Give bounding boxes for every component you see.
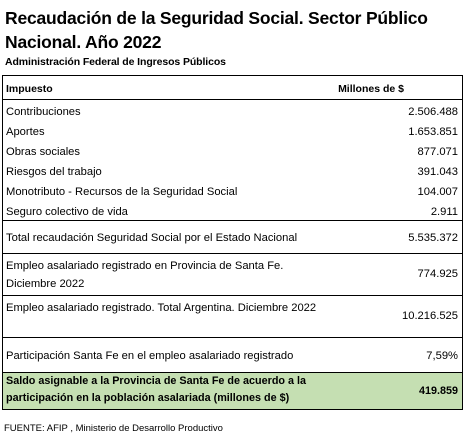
- table-row: [3, 102, 462, 122]
- row-label: Obras sociales: [6, 146, 80, 158]
- table-row: [3, 162, 462, 182]
- empleo-total-value: 10.216.525: [402, 310, 458, 322]
- saldo-label: Saldo asignable a la Provincia de Santa Fe de acuerdo a la participación en la población asalariada (millones de $): [6, 375, 307, 404]
- row-label: Aportes: [6, 126, 45, 138]
- table-header: [3, 76, 462, 100]
- empleo-total-label: Empleo asalariado registrado. Total Argentina. Diciembre 2022: [6, 302, 317, 314]
- page-title: Recaudación de la Seguridad Social. Sector Público Nacional. Año 2022: [5, 8, 428, 52]
- total-value: 5.535.372: [408, 232, 458, 244]
- table-row: [3, 202, 462, 221]
- participacion-label: Participación Santa Fe en el empleo asalariado registrado: [6, 350, 294, 362]
- empleo-santa-fe-row: [3, 254, 462, 296]
- empleo-santa-fe-label: Empleo asalariado registrado en Provincia de Santa Fe. Diciembre 2022: [6, 260, 284, 290]
- header-impuesto: Impuesto: [6, 83, 53, 95]
- row-label: Monotributo - Recursos de la Seguridad Social: [6, 186, 238, 198]
- row-value: 104.007: [417, 186, 458, 198]
- row-label: Riesgos del trabajo: [6, 166, 102, 178]
- empleo-santa-fe-value: 774.925: [417, 268, 458, 280]
- row-value: 2.506.488: [408, 106, 458, 118]
- total-row: [3, 221, 462, 254]
- saldo-value: 419.859: [418, 385, 458, 397]
- data-table: [2, 75, 463, 410]
- row-value: 2.911: [430, 206, 458, 218]
- page-subtitle: Administración Federal de Ingresos Públicos: [5, 56, 226, 68]
- table-row: [3, 142, 462, 162]
- total-label: Total recaudación Seguridad Social por el Estado Nacional: [6, 232, 298, 244]
- row-value: 877.071: [417, 146, 458, 158]
- table-row: [3, 122, 462, 142]
- row-label: Seguro colectivo de vida: [6, 206, 128, 218]
- source-note: FUENTE: AFIP , Ministerio de Desarrollo Productivo: [4, 423, 223, 434]
- row-value: 1.653.851: [408, 126, 458, 138]
- participacion-row: [3, 338, 462, 373]
- header-millones: Millones de $: [338, 83, 404, 95]
- participacion-value: 7,59%: [426, 350, 458, 362]
- saldo-row: [3, 373, 462, 409]
- empleo-total-row: [3, 296, 462, 338]
- row-label: Contribuciones: [6, 106, 81, 118]
- row-value: 391.043: [417, 166, 458, 178]
- table-row: [3, 182, 462, 202]
